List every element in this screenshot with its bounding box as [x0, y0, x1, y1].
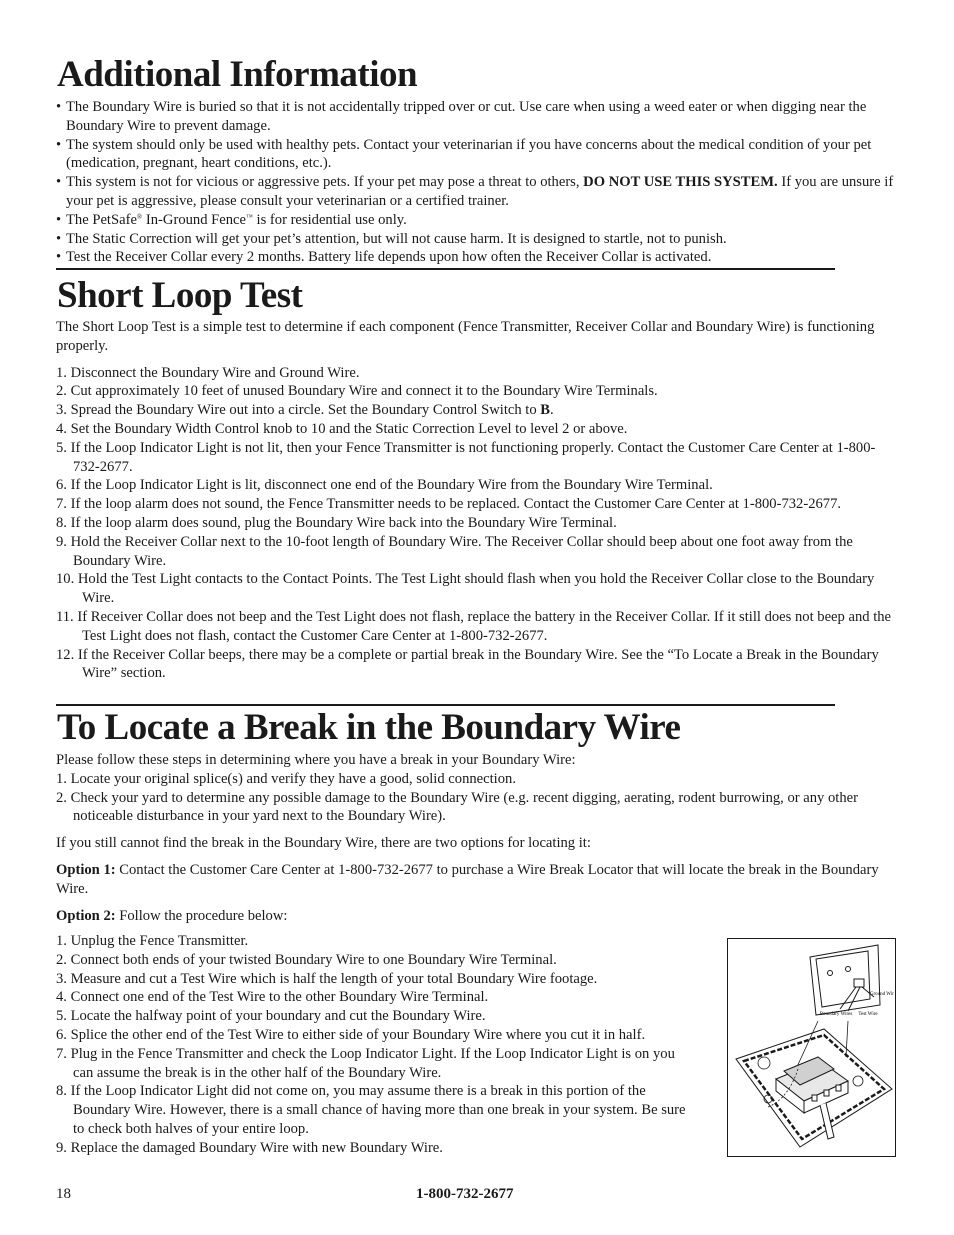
bullet-item: • The Static Correction will get your pet’s attention, but will not cause harm. It is designed to startle, not to punish.: [56, 230, 727, 247]
list-item: 5. Locate the halfway point of your boundary and cut the Boundary Wire.: [56, 1008, 486, 1025]
locate-intro: Please follow these steps in determining where you have a break in your Boundary Wire:: [56, 752, 576, 768]
additional-information-bullets: [56, 98, 902, 267]
list-item: 2. Cut approximately 10 feet of unused Boundary Wire and connect it to the Boundary Wire Terminals.: [56, 383, 658, 400]
footer-phone: 1-800-732-2677: [416, 1186, 514, 1202]
option-2: Option 2: Follow the procedure below:: [56, 907, 288, 924]
additional-information-title: Additional Information: [57, 54, 418, 95]
section-divider: [56, 704, 835, 706]
trademark-mark: ™: [246, 212, 253, 221]
ground-wire-label: Ground Wire: [869, 992, 894, 997]
list-item: 7. Plug in the Fence Transmitter and check the Loop Indicator Light. If the Loop Indicator Light is on you can assume the break is in the other half of the Boundary Wire.: [56, 1045, 675, 1081]
short-loop-test-body: [56, 318, 902, 683]
list-item: 1. Disconnect the Boundary Wire and Ground Wire.: [56, 364, 360, 381]
short-loop-test-title: Short Loop Test: [57, 275, 303, 316]
warning-do-not-use: DO NOT USE THIS SYSTEM.: [583, 174, 778, 191]
list-item: 9. Replace the damaged Boundary Wire with new Boundary Wire.: [56, 1139, 443, 1156]
bullet-item: • The Boundary Wire is buried so that it is not accidentally tripped over or cut. Use care when using a weed eater or when digging near the Boundary Wire to prevent damage.: [56, 99, 867, 134]
list-item: 2. Check your yard to determine any possible damage to the Boundary Wire (e.g. recent digging, aerating, rodent burrowing, or any other noticeable disturbance in your yard next to the Boundary Wire).: [56, 789, 858, 825]
list-item: 6. Splice the other end of the Test Wire to either side of your Boundary Wire where you cut it in half.: [56, 1026, 646, 1043]
list-item: 8. If the loop alarm does sound, plug the Boundary Wire back into the Boundary Wire Terminal.: [56, 514, 617, 531]
list-item: 12. If the Receiver Collar beeps, there may be a complete or partial break in the Boundary Wire. See the “To Locate a Break in the Boundary Wire” section.: [56, 646, 879, 682]
list-item: 8. If the Loop Indicator Light did not come on, you may assume there is a break in this portion of the Boundary Wire. However, there is a small chance of having more than one break in your system. Be sure to check both halves of your entire loop.: [56, 1083, 686, 1137]
locate-break-title: To Locate a Break in the Boundary Wire: [57, 707, 681, 748]
list-item: 5. If the Loop Indicator Light is not lit, then your Fence Transmitter is not functioning properly. Contact the Customer Care Center at 1-800-732-2677.: [56, 439, 876, 475]
list-item: 3. Measure and cut a Test Wire which is half the length of your total Boundary Wire footage.: [56, 970, 598, 987]
bullet-item-petsafe: • The PetSafe® In-Ground Fence™ is for residential use only.: [56, 211, 407, 228]
wire-break-illustration: [727, 938, 896, 1157]
boundary-wires-label: Boundary Wires: [819, 1012, 853, 1017]
page-number: 18: [56, 1186, 71, 1202]
list-item: 6. If the Loop Indicator Light is lit, disconnect one end of the Boundary Wire from the Boundary Wire Terminal.: [56, 477, 713, 494]
locate-break-intro-block: [56, 751, 902, 925]
registered-mark: ®: [136, 212, 143, 221]
list-item: 4. Set the Boundary Width Control knob to 10 and the Static Correction Level to level 2 or above.: [56, 420, 628, 437]
locate-still: If you still cannot find the break in the Boundary Wire, there are two options for locating it:: [56, 835, 591, 852]
list-item: 4. Connect one end of the Test Wire to the other Boundary Wire Terminal.: [56, 989, 489, 1006]
option-2-steps: [56, 932, 686, 1158]
short-loop-intro: The Short Loop Test is a simple test to determine if each component (Fence Transmitter, Receiver Collar and Boundary Wire) is functioning properly.: [56, 319, 875, 354]
list-item: 10. Hold the Test Light contacts to the Contact Points. The Test Light should flash when you hold the Receiver Collar close to the Boundary Wire.: [56, 571, 875, 607]
bullet-item: • The system should only be used with healthy pets. Contact your veterinarian if you have concerns about the medical condition of your pet (medication, pregnant, heart conditions, etc.).: [56, 136, 872, 172]
option-1: Option 1: Contact the Customer Care Center at 1-800-732-2677 to purchase a Wire Break Locator that will locate the break in the Boundary Wire.: [56, 861, 879, 897]
bullet-item: • Test the Receiver Collar every 2 months. Battery life depends upon how often the Receiver Collar is activated.: [56, 249, 712, 266]
list-item: 11. If Receiver Collar does not beep and the Test Light does not flash, replace the battery in the Receiver Collar. If it still does not beep and the Test Light does not flash, contact the Customer Care Center at 1-800-732-2677.: [56, 608, 892, 644]
list-item: 1. Locate your original splice(s) and verify they have a good, solid connection.: [56, 770, 516, 787]
bullet-item-aggressive: • This system is not for vicious or aggressive pets. If your pet may pose a threat to others, DO NOT USE THIS SYSTEM. If you are unsure if your pet is aggressive, please consult your veterinarian or a certified trainer.: [56, 174, 894, 209]
house-icon: [776, 1057, 848, 1139]
section-divider: [56, 268, 835, 270]
house-yard-diagram: [728, 939, 894, 1155]
list-item: 7. If the loop alarm does not sound, the Fence Transmitter needs to be replaced. Contact the Customer Care Center at 1-800-732-2677.: [56, 496, 842, 513]
list-item: 1. Unplug the Fence Transmitter.: [56, 933, 249, 949]
list-item: 9. Hold the Receiver Collar next to the 10-foot length of Boundary Wire. The Receiver Collar should beep about one foot away from the Boundary Wire.: [56, 533, 853, 569]
test-wire-label: Test Wire: [858, 1012, 878, 1017]
fence-transmitter-icon: [810, 945, 880, 1015]
list-item: 3. Spread the Boundary Wire out into a circle. Set the Boundary Control Switch to B.: [56, 402, 554, 419]
list-item: 2. Connect both ends of your twisted Boundary Wire to one Boundary Wire Terminal.: [56, 951, 557, 968]
